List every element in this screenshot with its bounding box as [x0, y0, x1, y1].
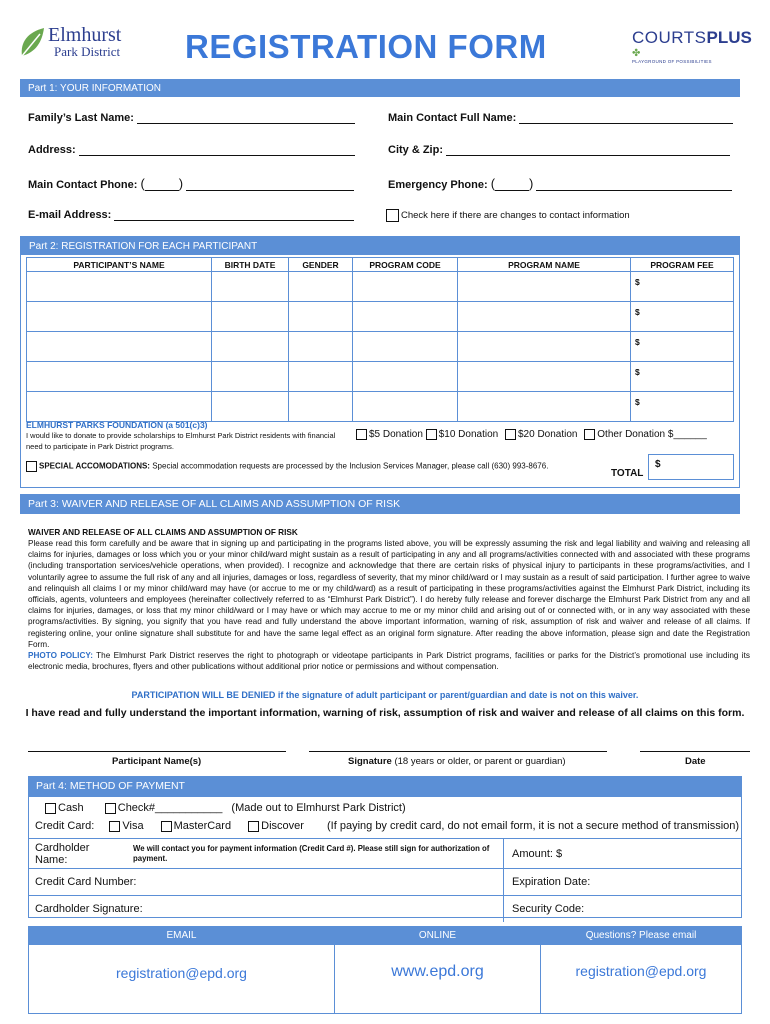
- cash-checkbox[interactable]: [45, 803, 56, 814]
- last-name-row: [28, 112, 355, 124]
- logo-line2: Park District: [54, 44, 121, 59]
- email-field[interactable]: [114, 211, 354, 221]
- sig-participant-label: Participant Name(s): [112, 756, 202, 767]
- photo-policy-label: PHOTO POLICY:: [28, 651, 93, 661]
- address-label: Address:: [28, 144, 76, 156]
- visa-label: Visa: [122, 820, 144, 832]
- table-row[interactable]: [27, 302, 734, 332]
- brand-plus: PLUS: [706, 28, 752, 47]
- sig-signature-line[interactable]: [309, 751, 607, 752]
- sig-date-line[interactable]: [640, 751, 750, 752]
- col-gender: GENDER: [289, 258, 353, 272]
- main-contact-label: Main Contact Full Name:: [388, 112, 517, 124]
- last-name-label: Family’s Last Name:: [28, 112, 134, 124]
- cash-label: Cash: [58, 802, 84, 814]
- courts-plus-logo: [632, 28, 752, 62]
- changes-checkbox[interactable]: [386, 209, 399, 222]
- city-zip-label: City & Zip:: [388, 144, 443, 156]
- card-number-label: Credit Card Number:: [35, 876, 137, 888]
- main-contact-field[interactable]: [519, 114, 733, 124]
- waiver-text: Please read this form carefully and be aware that in signing up and participating in the programs listed above, you will be expressly assuming the risk and legal liability and waiving and releasing all claims for injuries, damages or loss which you or your minor child/ward might sustain as a result of participating in any and all programs/activities connected with and associated with these programs (including transportation services/vehicle operations, when provided). I recognize and acknowledge that there are certain risks of physical injury to participants in these programs/activities, and I voluntarily agree to assume the full risk of any and all injuries, damages or loss, regardless of severity, that my minor child/ward or I may sustain as a result of said participation. I further agree to waive and relinquish all claims I or my minor child/ward may have (or accrue to me or my child/ward) as a result of participating in these programs/activities against the Elmhurst Park District, including its officials, agents, volunteers and employees (hereinafter collectively referred to as “Elmhurst Park District”). I do hereby fully release and forever discharge the Elmhurst Park District from any and all claims for injuries, damages, or loss that my minor child/ward or I may have or which may accrue to me or my minor child and arising out of or connected with, or in any way associated with these programs/activities. By signing, you signify that you have read and fully understand the above important information, warning of risk, assumption of risk and waiver and release of all claims. If registering online, your online signature shall substitute for and have the same legal effect as an original form signature. After reading the above information, please sign and date the Registration Form.: [28, 539, 750, 649]
- logo: [18, 24, 128, 64]
- emergency-phone-row: Emergency Phone: ( ): [388, 176, 732, 191]
- special-text: Special accommodation requests are processed by the Inclusion Services Manager, please call (630) 993-8676.: [152, 461, 549, 471]
- changes-row: [386, 209, 630, 222]
- foundation-section: [26, 420, 356, 452]
- check-label: Check#___________: [117, 802, 223, 814]
- donation-5-label: $5 Donation: [369, 429, 423, 441]
- mastercard-checkbox[interactable]: [161, 821, 172, 832]
- donation-other-label: Other Donation $______: [597, 429, 707, 441]
- col-program-fee: PROGRAM FEE: [631, 258, 734, 272]
- footer-email-head: EMAIL: [29, 927, 334, 945]
- cardholder-sig-label: Cardholder Signature:: [35, 903, 143, 915]
- footer-questions-head: Questions? Please email: [541, 927, 741, 945]
- payment-box: [28, 796, 742, 918]
- table-row[interactable]: [27, 392, 734, 422]
- part4-heading: Part 4: METHOD OF PAYMENT: [28, 776, 742, 796]
- sig-signature-label: [348, 756, 566, 767]
- photo-policy-text: The Elmhurst Park District reserves the right to photograph or videotape participants in Park District programs, facilities or parks for the District’s promotional use including its electronic media, brochures, flyers and other publications without additional prior notice or permissions and without compensation.: [28, 651, 750, 672]
- part2-box: [20, 236, 740, 488]
- special-checkbox[interactable]: [26, 461, 37, 472]
- brand-courts: COURTS: [632, 28, 707, 47]
- cc-note: (If paying by credit card, do not email form, it is not a secure method of transmission): [327, 820, 740, 832]
- waiver-section: [28, 527, 750, 672]
- footer-col-questions: [541, 927, 741, 1013]
- expiration-label: Expiration Date:: [503, 869, 741, 895]
- donation-10-checkbox[interactable]: [426, 429, 437, 440]
- email-row: [28, 209, 354, 221]
- footer-questions-link[interactable]: registration@epd.org: [575, 963, 707, 979]
- sig-date-label: Date: [685, 756, 706, 767]
- page-title: REGISTRATION FORM: [185, 28, 547, 65]
- donation-other-checkbox[interactable]: [584, 429, 595, 440]
- payment-methods-row1: [45, 802, 406, 814]
- brand-sub: PLAYGROUND OF POSSIBILITIES: [632, 59, 712, 64]
- foundation-text: I would like to donate to provide scholarships to Elmhurst Park District residents with financial need to participate in Park District programs.: [26, 431, 336, 451]
- col-program-name: PROGRAM NAME: [458, 258, 631, 272]
- waiver-title: WAIVER AND RELEASE OF ALL CLAIMS AND ASSUMPTION OF RISK: [28, 528, 298, 537]
- last-name-field[interactable]: [137, 114, 355, 124]
- total-label: TOTAL: [611, 468, 644, 479]
- fee-cell[interactable]: $: [631, 392, 734, 422]
- part2-heading: Part 2: REGISTRATION FOR EACH PARTICIPANT: [21, 237, 739, 255]
- security-label: Security Code:: [503, 896, 741, 922]
- amount-label: Amount: $: [503, 839, 741, 868]
- sig-signature-word: Signature: [348, 756, 392, 767]
- footer-col-email: [29, 927, 335, 1013]
- contact-note: We will contact you for payment information (Credit Card #). Please still sign for authorization of payment.: [133, 843, 490, 863]
- cardholder-name-label: Cardholder Name:: [35, 841, 90, 866]
- donation-options: [356, 429, 707, 440]
- changes-label: Check here if there are changes to contact information: [401, 210, 630, 222]
- donation-20-checkbox[interactable]: [505, 429, 516, 440]
- cardholder-name-row[interactable]: [29, 838, 741, 868]
- col-program-code: PROGRAM CODE: [353, 258, 458, 272]
- donation-10-label: $10 Donation: [438, 429, 499, 441]
- special-accommodations: [26, 461, 548, 472]
- city-zip-field[interactable]: [446, 146, 730, 156]
- emergency-phone-label: Emergency Phone:: [388, 179, 488, 191]
- mastercard-label: MasterCard: [173, 820, 232, 832]
- table-row[interactable]: [27, 272, 734, 302]
- email-label: E-mail Address:: [28, 209, 112, 221]
- denied-notice: PARTICIPATION WILL BE DENIED if the signature of adult participant or parent/guardian and date is not on this waiver.: [131, 690, 639, 700]
- main-phone-row: Main Contact Phone: ( ): [28, 176, 354, 191]
- table-row[interactable]: [27, 332, 734, 362]
- special-label: SPECIAL ACCOMODATIONS:: [39, 461, 150, 471]
- city-zip-row: [388, 144, 730, 156]
- card-number-row[interactable]: [29, 868, 741, 895]
- part1-heading: Part 1: YOUR INFORMATION: [20, 79, 740, 97]
- sig-participant-line[interactable]: [28, 751, 286, 752]
- leaf-icon: [18, 26, 48, 60]
- col-birth-date: BIRTH DATE: [212, 258, 289, 272]
- contact-footer: [28, 926, 742, 1014]
- footer-online-link[interactable]: www.epd.org: [391, 963, 484, 980]
- participant-table: [26, 257, 734, 422]
- brand-dots-icon: ✤: [632, 48, 641, 59]
- table-row[interactable]: [27, 362, 734, 392]
- address-row: [28, 144, 355, 156]
- fee-cell[interactable]: $: [631, 272, 734, 302]
- fee-cell[interactable]: $: [631, 362, 734, 392]
- photo-policy: [28, 650, 750, 672]
- fee-cell[interactable]: $: [631, 302, 734, 332]
- logo-line1: Elmhurst: [48, 24, 122, 46]
- acknowledge-text: I have read and fully understand the important information, warning of risk, assumption of risk and waiver and release of all claims on this form.: [25, 707, 745, 719]
- footer-col-online: [335, 927, 541, 1013]
- footer-email-link[interactable]: registration@epd.org: [116, 965, 247, 981]
- main-contact-row: [388, 112, 733, 124]
- part3-heading: Part 3: WAIVER AND RELEASE OF ALL CLAIMS AND ASSUMPTION OF RISK: [20, 494, 740, 514]
- donation-5-checkbox[interactable]: [356, 429, 367, 440]
- emergency-phone-field[interactable]: [536, 181, 732, 191]
- total-symbol: $: [655, 459, 661, 470]
- discover-label: Discover: [261, 820, 304, 832]
- check-checkbox[interactable]: [105, 803, 116, 814]
- check-note: (Made out to Elmhurst Park District): [231, 802, 406, 814]
- sig-signature-note: (18 years or older, or parent or guardian): [394, 756, 566, 767]
- payment-methods-row2: [35, 820, 739, 832]
- footer-online-head: ONLINE: [335, 927, 540, 945]
- main-phone-field[interactable]: [186, 181, 354, 191]
- discover-checkbox[interactable]: [248, 821, 259, 832]
- credit-card-label: Credit Card:: [35, 820, 95, 832]
- fee-cell[interactable]: $: [631, 332, 734, 362]
- cardholder-signature-row[interactable]: [29, 895, 741, 922]
- address-field[interactable]: [79, 146, 355, 156]
- donation-20-label: $20 Donation: [518, 429, 578, 441]
- visa-checkbox[interactable]: [109, 821, 120, 832]
- total-field[interactable]: [648, 454, 734, 480]
- col-participant-name: PARTICIPANT’S NAME: [27, 258, 212, 272]
- table-header-row: [27, 258, 734, 272]
- foundation-title: ELMHURST PARKS FOUNDATION (a 501(c)3): [26, 420, 208, 430]
- main-phone-label: Main Contact Phone:: [28, 179, 138, 191]
